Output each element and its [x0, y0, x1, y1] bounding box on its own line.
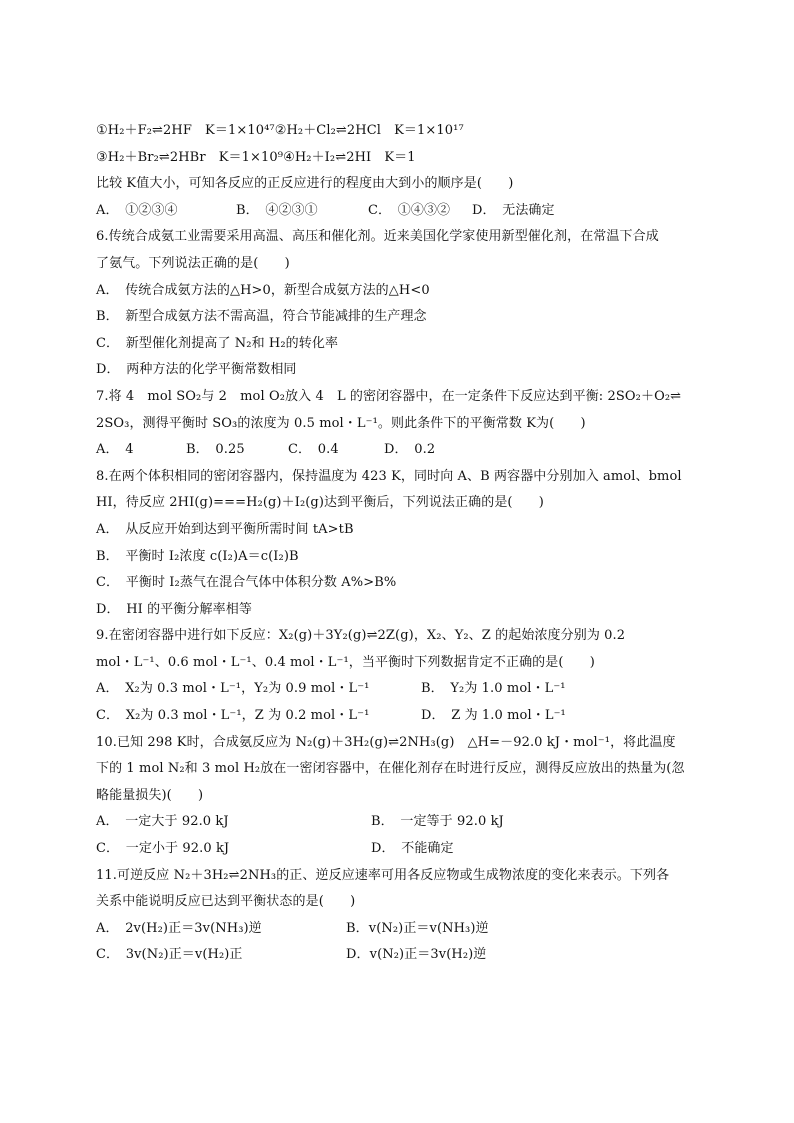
- q9-option-d: D． Z 为 1.0 mol・L⁻¹: [421, 708, 566, 724]
- q6-option-a: A． 传统合成氨方法的△H>0，新型合成氨方法的△H<0: [96, 282, 430, 298]
- q8-option-c: C． 平衡时 I₂蒸气在混合气体中体积分数 A%>B%: [96, 575, 397, 591]
- q10-option-b: B． 一定等于 92.0 kJ: [371, 814, 504, 830]
- q5-reactions-line-1: ①H₂＋F₂⇌2HF K＝1×10⁴⁷②H₂＋Cl₂⇌2HCl K＝1×10¹⁷: [96, 123, 464, 138]
- q10-options-row-2: [96, 836, 706, 863]
- q10-question-line-3: 略能量损失)( ): [96, 787, 204, 803]
- q11-options-row-2: [96, 942, 706, 969]
- q11-option-c: C． 3v(N₂)正＝v(H₂)正: [96, 947, 243, 963]
- q8-question-line-2: HI，待反应 2HI(g)===H₂(g)＋I₂(g)达到平衡后，下列说法正确的是( ): [96, 495, 544, 511]
- q6-option-b: B． 新型合成氨方法不需高温，符合节能减排的生产理念: [96, 309, 427, 325]
- q9-question-line-1: 9.在密闭容器中进行如下反应：X₂(g)＋3Y₂(g)⇌2Z(g)，X₂、Y₂、Z 的起始浓度分别为 0.2: [96, 628, 626, 644]
- q8-option-a: A． 从反应开始到达到平衡所需时间 tA>tB: [96, 521, 354, 537]
- q11-option-b: B．v(N₂)正＝v(NH₃)逆: [346, 920, 489, 936]
- q7-option-d: D． 0.2: [384, 442, 436, 458]
- exam-page: [96, 118, 706, 969]
- q7-question-line-2: 2SO₃，测得平衡时 SO₃的浓度为 0.5 mol・L⁻¹。则此条件下的平衡常数 K为( ): [96, 415, 586, 431]
- q11-options-row-1: [96, 916, 706, 943]
- q10-option-d: D． 不能确定: [371, 841, 454, 857]
- q5-options: [96, 198, 706, 225]
- q11-question-line-1: 11.可逆反应 N₂＋3H₂⇌2NH₃的正、逆反应速率可用各反应物或生成物浓度的变化来表示。下列各: [96, 867, 670, 883]
- q10-question-line-1: 10.已知 298 K时，合成氨反应为 N₂(g)＋3H₂(g)⇌2NH₃(g) △H=－92.0 kJ・mol⁻¹，将此温度: [96, 734, 676, 750]
- q9-options-row-2: [96, 703, 706, 730]
- q6-question-line-2: 了氨气。下列说法正确的是( ): [96, 255, 290, 271]
- q9-options-row-1: [96, 676, 706, 703]
- q9-option-a: A． X₂为 0.3 mol・L⁻¹，Y₂为 0.9 mol・L⁻¹: [96, 681, 370, 697]
- q6-question-line-1: 6.传统合成氨工业需要采用高温、高压和催化剂。近来美国化学家使用新型催化剂，在常温下合成: [96, 229, 659, 245]
- q10-option-a: A． 一定大于 92.0 kJ: [96, 814, 229, 830]
- q7-option-c: C． 0.4: [288, 442, 339, 458]
- q9-question-line-2: mol・L⁻¹、0.6 mol・L⁻¹、0.4 mol・L⁻¹，当平衡时下列数据肯定不正确的是( ): [96, 654, 595, 670]
- q10-question-line-2: 下的 1 mol N₂和 3 mol H₂放在一密闭容器中，在催化剂存在时进行反应，测得反应放出的热量为(忽: [96, 761, 685, 777]
- q6-option-c: C． 新型催化剂提高了 N₂和 H₂的转化率: [96, 335, 339, 351]
- q5-option-c: C． ①④③②: [368, 202, 451, 218]
- q5-question-text: 比较 K值大小，可知各反应的正反应进行的程度由大到小的顺序是( ): [96, 176, 514, 192]
- q5-option-d: D． 无法确定: [472, 202, 555, 218]
- q9-option-c: C． X₂为 0.3 mol・L⁻¹，Z 为 0.2 mol・L⁻¹: [96, 708, 370, 724]
- q11-question-line-2: 关系中能说明反应已达到平衡状态的是( ): [96, 894, 356, 910]
- q10-options-row-1: [96, 809, 706, 836]
- q8-option-d: D． HI 的平衡分解率相等: [96, 601, 252, 617]
- q5-option-b: B． ④②③①: [236, 202, 318, 218]
- q9-option-b: B． Y₂为 1.0 mol・L⁻¹: [421, 681, 566, 697]
- q10-option-c: C． 一定小于 92.0 kJ: [96, 841, 230, 857]
- q8-option-b: B． 平衡时 I₂浓度 c(I₂)A＝c(I₂)B: [96, 548, 299, 564]
- q6-option-d: D． 两种方法的化学平衡常数相同: [96, 362, 297, 378]
- q7-option-b: B． 0.25: [186, 442, 245, 458]
- q5-option-a: A． ①②③④: [96, 202, 178, 218]
- q5-reactions-line-2: ③H₂＋Br₂⇌2HBr K＝1×10⁹④H₂＋I₂⇌2HI K＝1: [96, 149, 416, 165]
- q7-options: [96, 437, 706, 464]
- q7-option-a: A． 4: [96, 442, 134, 458]
- q8-question-line-1: 8.在两个体积相同的密闭容器内，保持温度为 423 K，同时向 A、B 两容器中分别加入 amol、bmol: [96, 468, 682, 484]
- q11-option-d: D．v(N₂)正＝3v(H₂)逆: [346, 947, 487, 963]
- q11-option-a: A． 2v(H₂)正＝3v(NH₃)逆: [96, 920, 262, 936]
- q7-question-line-1: 7.将 4 mol SO₂与 2 mol O₂放入 4 L 的密闭容器中，在一定条件下反应达到平衡: 2SO₂＋O₂⇌: [96, 388, 682, 404]
